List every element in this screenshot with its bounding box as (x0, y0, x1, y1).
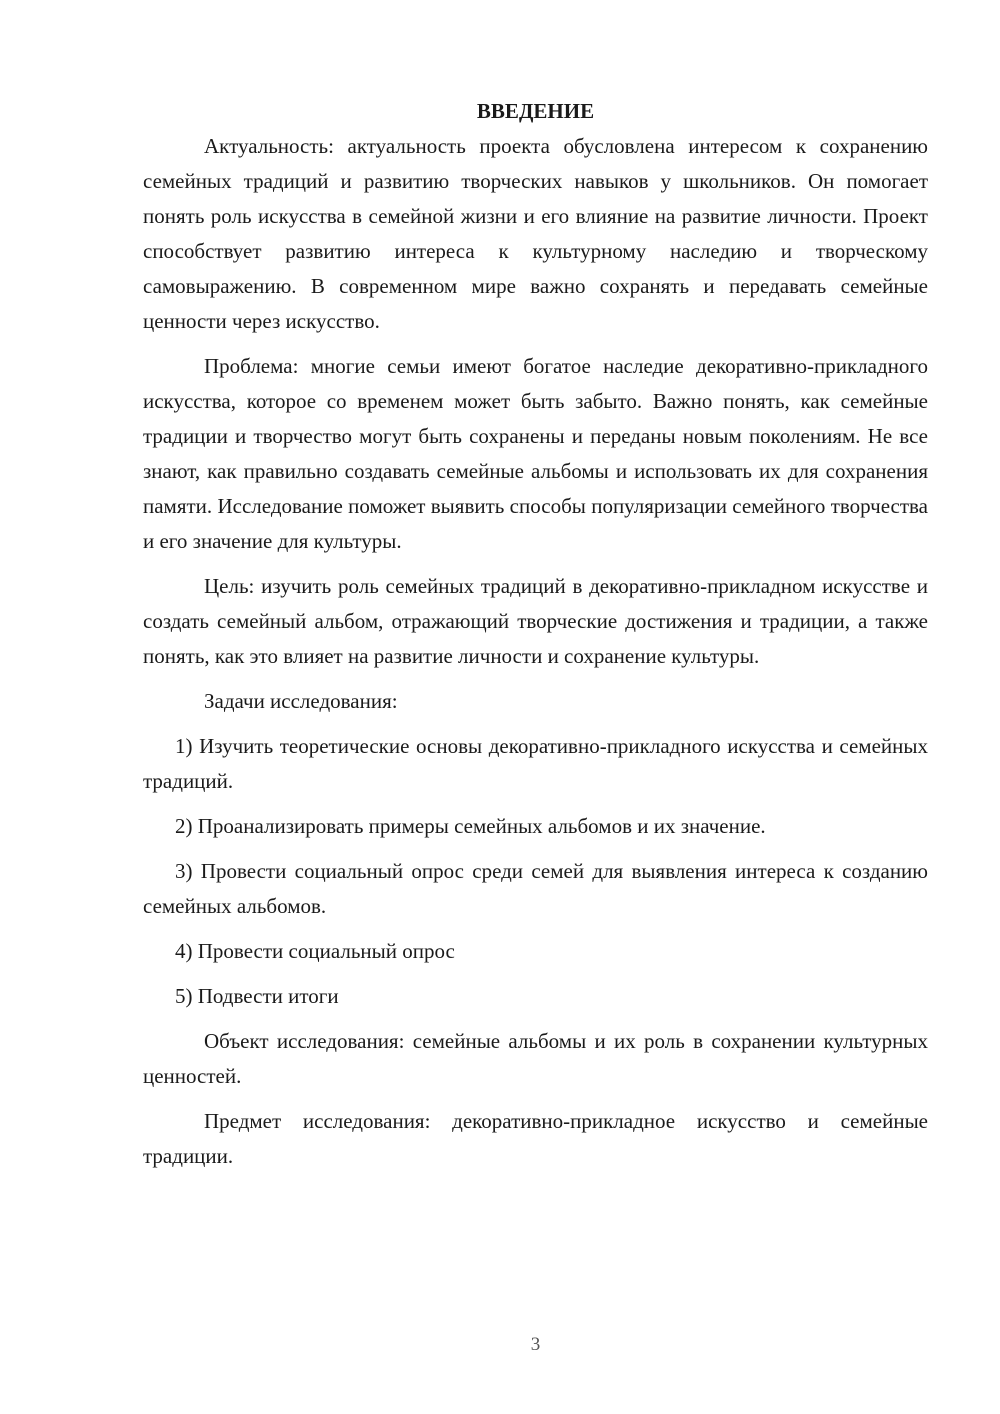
tasks-heading: Задачи исследования: (204, 689, 398, 713)
document-page (143, 96, 928, 1184)
task-item: 5) Подвести итоги (175, 984, 339, 1008)
problem-paragraph: Проблема: многие семьи имеют богатое наследие декоративно-прикладного искусства, которое со временем может быть забыто. Важно понять, как семейные традиции и творчество могут быть сохранены и переданы новым поколениям. Не все знают, как правильно создавать семейные альбомы и использовать их для сохранения памяти. Исследование поможет выявить способы популяризации семейного творчества и его значение для культуры. (143, 354, 928, 553)
task-item: 3) Провести социальный опрос среди семей для выявления интереса к созданию семейных альбомов. (143, 859, 928, 918)
task-item: 4) Провести социальный опрос (175, 939, 455, 963)
section-title: ВВЕДЕНИЕ (476, 99, 595, 123)
task-item: 2) Проанализировать примеры семейных альбомов и их значение. (175, 814, 766, 838)
page-number: 3 (530, 1334, 541, 1355)
goal-paragraph: Цель: изучить роль семейных традиций в декоративно-прикладном искусстве и создать семейный альбом, отражающий творческие достижения и традиции, а также понять, как это влияет на развитие личности и сохранение культуры. (143, 574, 928, 668)
research-subject-paragraph: Предмет исследования: декоративно-прикладное искусство и семейные традиции. (143, 1109, 928, 1168)
research-object-paragraph: Объект исследования: семейные альбомы и их роль в сохранении культурных ценностей. (143, 1029, 928, 1088)
task-item: 1) Изучить теоретические основы декоративно-прикладного искусства и семейных традиций. (143, 734, 928, 793)
relevance-paragraph: Актуальность: актуальность проекта обусловлена интересом к сохранению семейных традиций и развитию творческих навыков у школьников. Он помогает понять роль искусства в семейной жизни и его влияние на развитие личности. Проект способствует развитию интереса к культурному наследию и творческому самовыражению. В современном мире важно сохранять и передавать семейные ценности через искусство. (143, 134, 928, 333)
